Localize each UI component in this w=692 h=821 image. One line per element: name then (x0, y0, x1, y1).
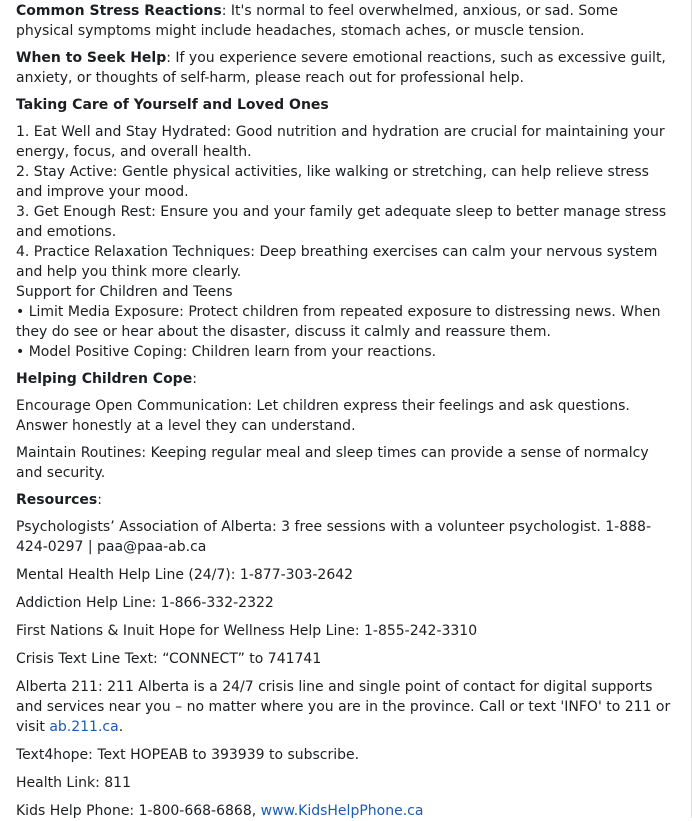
children-heading-line (16, 369, 676, 389)
resource-hope-wellness-line: First Nations & Inuit Hope for Wellness Help Line: 1-855-242-3310 (16, 623, 478, 639)
children-heading-colon: : (192, 371, 197, 387)
alberta-211-text: Alberta 211: 211 Alberta is a 24/7 crisis line and single point of contact for digital supports and services near you – no matter where you are in the province. Call or text 'INFO' to 211 or visit (16, 679, 671, 735)
stress-text: : It's normal to feel overwhelmed, anxious, or sad. Some physical symptoms might include headaches, stomach aches, or muscle tension. (16, 3, 619, 39)
seek-help-paragraph (16, 48, 676, 88)
resources-heading: Resources (16, 492, 98, 508)
seek-help-text: : If you experience severe emotional reactions, such as excessive guilt, anxiety, or thoughts of self-harm, please reach out for professional help. (16, 50, 666, 86)
support-children-teens: Support for Children and Teens (16, 284, 233, 300)
resource-text4hope: Text4hope: Text HOPEAB to 393939 to subscribe. (16, 747, 360, 763)
care-heading: Taking Care of Yourself and Loved Ones (16, 97, 329, 113)
ab-211-link[interactable]: ab.211.ca (49, 719, 119, 735)
bullet-model-coping: • Model Positive Coping: Children learn from your reactions. (16, 344, 437, 360)
alberta-211-end: . (118, 719, 124, 735)
resource-health-link: Health Link: 811 (16, 775, 131, 791)
post-content (16, 1, 676, 821)
stress-paragraph (16, 1, 676, 41)
resources-heading-colon: : (97, 492, 102, 508)
resource-paa: Psychologists’ Association of Alberta: 3 free sessions with a volunteer psychologist. 1-888-424-0297 | paa@paa-ab.ca (16, 519, 652, 555)
care-list (16, 122, 676, 362)
resource-crisis-text-line: Crisis Text Line Text: “CONNECT” to 741741 (16, 651, 322, 667)
care-item-2: 2. Stay Active: Gentle physical activities, like walking or stretching, can help relieve stress and improve your mood. (16, 164, 649, 200)
resource-addiction-line: Addiction Help Line: 1-866-332-2322 (16, 595, 274, 611)
resource-alberta-211 (16, 677, 676, 737)
care-item-3: 3. Get Enough Rest: Ensure you and your family get adequate sleep to better manage stress and emotions. (16, 204, 667, 240)
resources-heading-line (16, 490, 676, 510)
care-item-1: 1. Eat Well and Stay Hydrated: Good nutrition and hydration are crucial for maintaining your energy, focus, and overall health. (16, 124, 665, 160)
kids-help-text: Kids Help Phone: 1-800-668-6868, (16, 803, 261, 819)
bullet-limit-media: • Limit Media Exposure: Protect children from repeated exposure to distressing news. When they do see or hear about the disaster, discuss it calmly and reassure them. (16, 304, 661, 340)
stress-label: Common Stress Reactions (16, 3, 222, 19)
children-heading: Helping Children Cope (16, 371, 193, 387)
routines-paragraph: Maintain Routines: Keeping regular meal and sleep times can provide a sense of normalcy and security. (16, 445, 649, 481)
resource-kids-help-phone (16, 801, 676, 821)
open-communication-paragraph: Encourage Open Communication: Let children express their feelings and ask questions. Answer honestly at a level they can understand. (16, 398, 630, 434)
care-item-4: 4. Practice Relaxation Techniques: Deep breathing exercises can calm your nervous system and help you think more clearly. (16, 244, 658, 280)
seek-help-label: When to Seek Help (16, 50, 167, 66)
kids-help-phone-link[interactable]: www.KidsHelpPhone.ca (260, 803, 424, 819)
resource-mental-health-line: Mental Health Help Line (24/7): 1-877-303-2642 (16, 567, 354, 583)
